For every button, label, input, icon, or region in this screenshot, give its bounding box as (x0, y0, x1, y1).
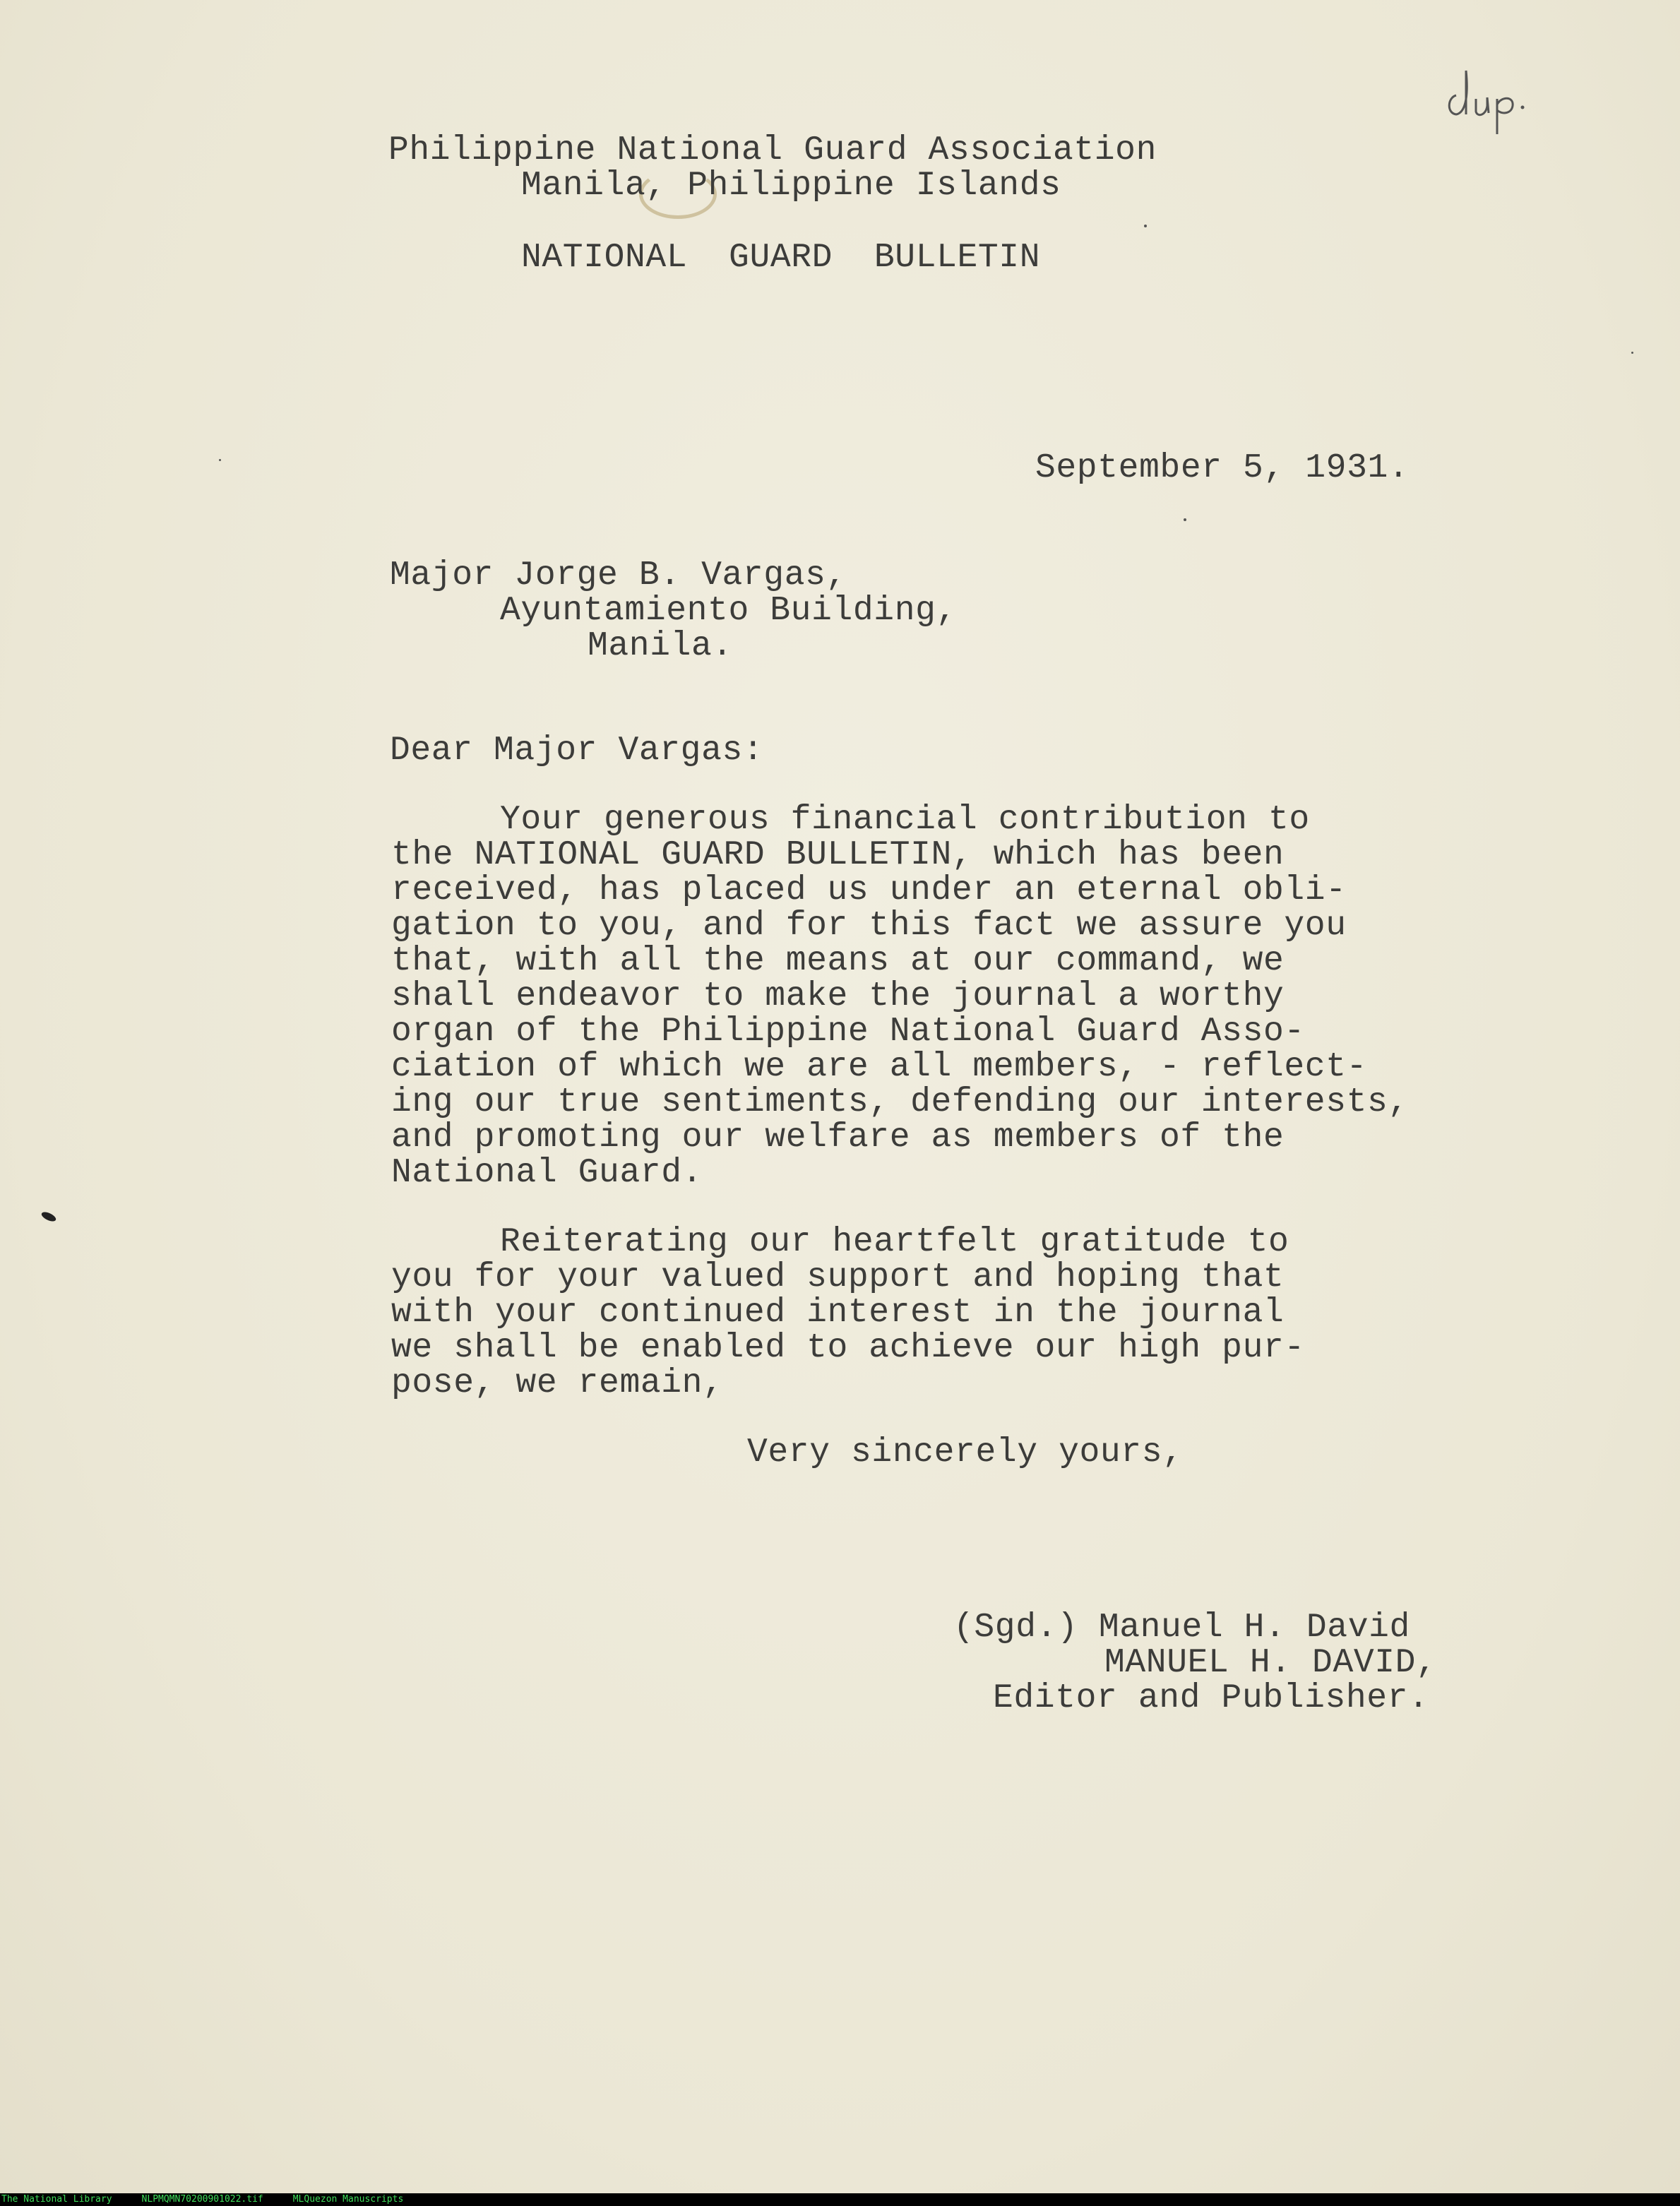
letterhead-location: Manila, Philippine Islands (521, 167, 1061, 205)
body-line: the NATIONAL GUARD BULLETIN, which has been (391, 836, 1285, 874)
recipient-address: Ayuntamiento Building, (500, 592, 957, 630)
body-line: and promoting our welfare as members of the (391, 1119, 1285, 1157)
paper-speck (219, 459, 221, 461)
signature-name: MANUEL H. DAVID, (1104, 1644, 1437, 1682)
letter-date: September 5, 1931. (1035, 449, 1410, 487)
body-line: National Guard. (391, 1154, 703, 1192)
body-line: we shall be enabled to achieve our high pur- (391, 1329, 1305, 1367)
salutation: Dear Major Vargas: (390, 732, 764, 770)
archive-footer (0, 2193, 1680, 2206)
letterhead-publication: NATIONAL GUARD BULLETIN (521, 239, 1041, 277)
footer-file: NLPMQMN70200901022.tif (141, 2194, 263, 2205)
body-line: pose, we remain, (391, 1364, 724, 1402)
signature-signed: (Sgd.) Manuel H. David (953, 1609, 1410, 1647)
footer-collection: MLQuezon Manuscripts (292, 2194, 404, 2205)
handwritten-dup-note (1441, 28, 1582, 148)
closing: Very sincerely yours, (747, 1433, 1184, 1472)
body-line: received, has placed us under an eternal obli- (391, 871, 1347, 910)
ink-mark (40, 1210, 57, 1223)
body-line: organ of the Philippine National Guard Asso- (391, 1013, 1305, 1051)
paper-speck (1144, 225, 1147, 227)
body-line: Your generous financial contribution to (500, 801, 1310, 839)
body-line: ing our true sentiments, defending our interests, (391, 1083, 1409, 1121)
body-line: you for your valued support and hoping that (391, 1258, 1285, 1296)
paper-speck (1184, 518, 1186, 521)
recipient-name: Major Jorge B. Vargas, (390, 556, 847, 595)
footer-library: The National Library (1, 2194, 112, 2205)
body-line: with your continued interest in the journal (391, 1294, 1285, 1332)
letterhead-organization: Philippine National Guard Association (388, 131, 1157, 169)
paper-speck (1631, 352, 1633, 354)
body-line: shall endeavor to make the journal a worthy (391, 977, 1285, 1015)
body-line: gation to you, and for this fact we assure you (391, 907, 1347, 945)
signature-title: Editor and Publisher. (993, 1679, 1429, 1717)
recipient-city: Manila. (588, 627, 733, 665)
body-line: that, with all the means at our command, we (391, 942, 1285, 980)
body-line: ciation of which we are all members, - reflect- (391, 1048, 1368, 1086)
body-line: Reiterating our heartfelt gratitude to (500, 1223, 1289, 1261)
